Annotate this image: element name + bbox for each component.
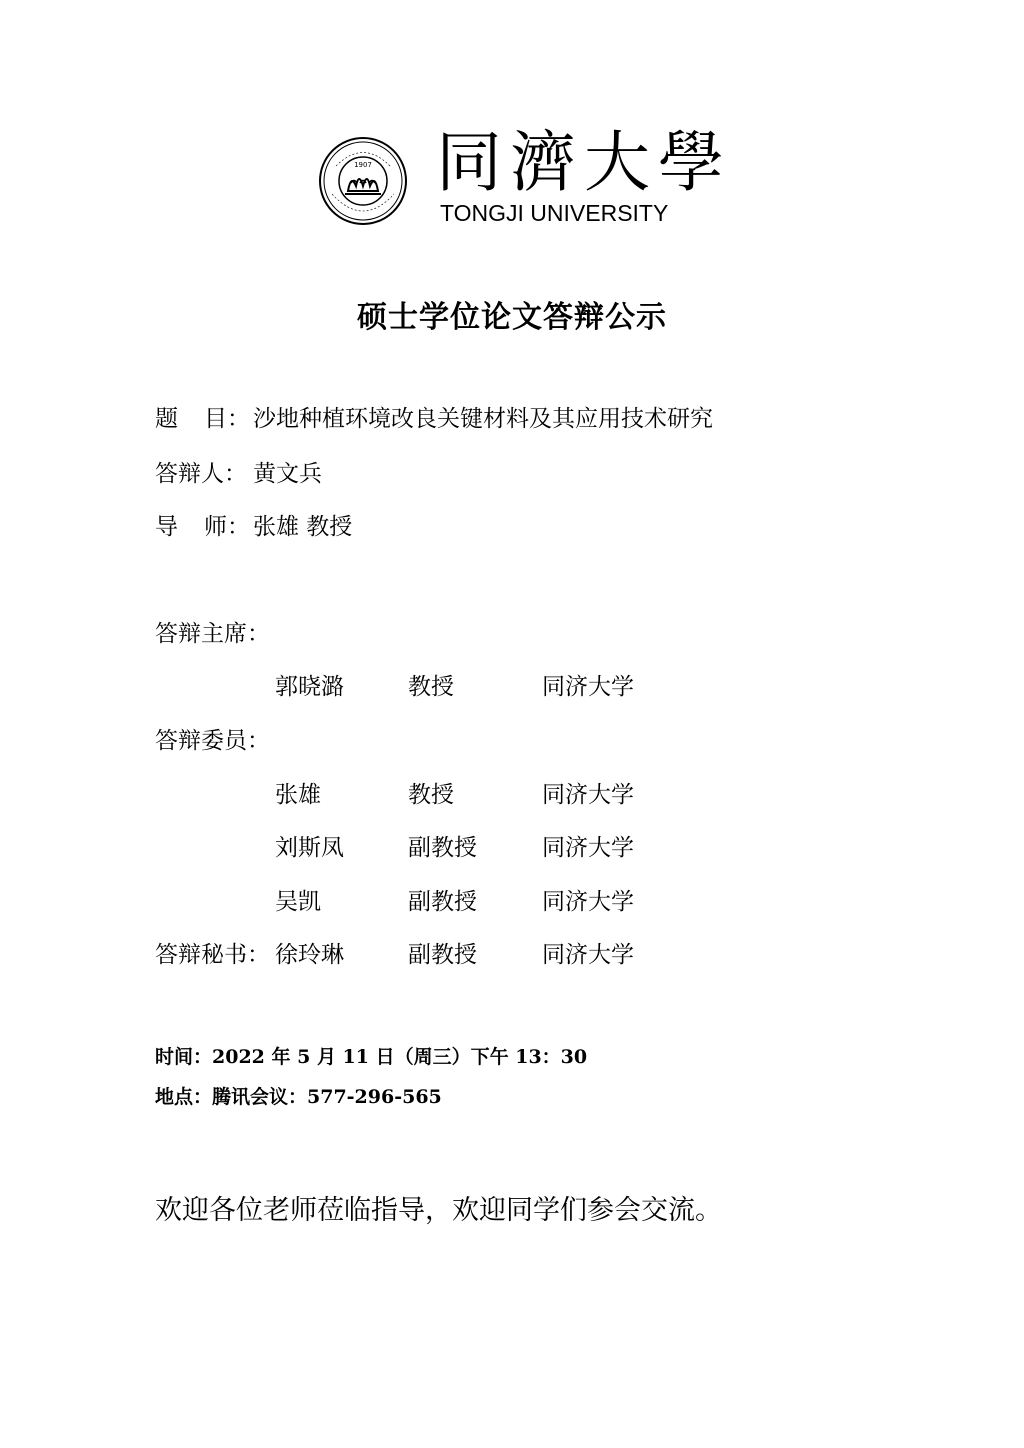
chair-name: 郭晓潞 [275, 674, 344, 700]
member-org: 同济大学 [542, 782, 634, 808]
advisor-label-part1: 导 [155, 514, 178, 540]
member-name: 吴凯 [275, 889, 321, 915]
member-org: 同济大学 [542, 835, 634, 861]
chair-org: 同济大学 [542, 674, 634, 700]
topic-label-part1: 题 [155, 406, 178, 432]
defender-value: 黄文兵 [253, 461, 322, 487]
seal-year: 1907 [354, 161, 372, 169]
member-org: 同济大学 [542, 889, 634, 915]
defender-label: 答辩人： [155, 461, 247, 487]
member-rank: 副教授 [408, 835, 477, 861]
topic-label [155, 404, 253, 434]
secretary-rank: 副教授 [408, 942, 477, 968]
university-seal-icon [318, 136, 408, 226]
member-rank: 教授 [408, 782, 454, 808]
welcome-message: 欢迎各位老师莅临指导，欢迎同学们参会交流。 [155, 1195, 722, 1226]
member-name: 张雄 [275, 782, 321, 808]
advisor-label [155, 512, 253, 542]
logo-english-wordmark: TONGJI UNIVERSITY [440, 200, 669, 226]
member-name: 刘斯凤 [275, 835, 344, 861]
advisor-value: 张雄 教授 [253, 514, 353, 540]
secretary-name: 徐玲琳 [275, 942, 344, 968]
defense-time: 时间：2022 年 5 月 11 日（周三）下午 13：30 [155, 1046, 588, 1068]
defender-line [155, 459, 322, 489]
advisor-line [155, 512, 352, 542]
page-title: 硕士学位论文答辩公示 [357, 300, 667, 335]
advisor-label-part2: 师： [204, 514, 250, 540]
chair-rank: 教授 [408, 674, 454, 700]
topic-label-part2: 目： [204, 406, 250, 432]
chair-label: 答辩主席： [155, 621, 270, 647]
secretary-label: 答辩秘书： [155, 942, 270, 968]
secretary-org: 同济大学 [542, 942, 634, 968]
university-logo [318, 124, 732, 228]
member-rank: 副教授 [408, 889, 477, 915]
logo-chinese-wordmark: 同濟大學 [436, 124, 732, 201]
topic-value: 沙地种植环境改良关键材料及其应用技术研究 [253, 406, 713, 432]
members-label: 答辩委员： [155, 728, 270, 754]
topic-line [155, 404, 713, 434]
defense-place: 地点：腾讯会议：577-296-565 [155, 1086, 442, 1108]
